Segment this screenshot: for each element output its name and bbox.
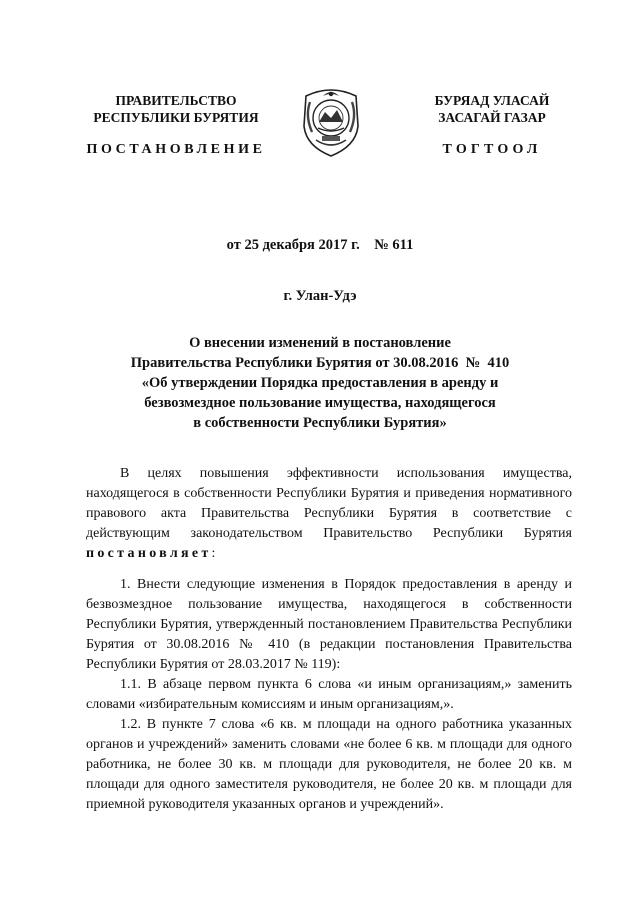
title-line: Правительства Республики Бурятия от 30.08.2016 № 410	[130, 355, 510, 371]
header-right-line2: ЗАСАГАЙ ГАЗАР	[438, 110, 546, 125]
header-left-line2: РЕСПУБЛИКИ БУРЯТИЯ	[93, 110, 259, 125]
item-1-1: 1.1. В абзаце первом пункта 6 слова «и иным организациям,» заменить словами «избирательным комиссиям и иным организациям,».	[86, 677, 572, 712]
city: г. Улан-Удэ	[283, 288, 357, 304]
title-line: О внесении изменений в постановление	[189, 335, 451, 351]
title-line: безвозмездное пользование имущества, находящегося	[144, 395, 496, 411]
doc-type-left: ПОСТАНОВЛЕНИЕ	[86, 142, 266, 157]
doc-type-right: ТОГТООЛ	[442, 142, 542, 157]
date-number: от 25 декабря 2017 г. № 611	[226, 237, 414, 253]
coat-of-arms-icon	[296, 82, 366, 158]
preamble-colon: :	[211, 546, 216, 561]
item-1-2: 1.2. В пункте 7 слова «6 кв. м площади на одного работника указанных органов и учреждений» заменить словами «не более 6 кв. м площади для одного работника, не более 30 кв. м площади для руководителя, не более 20 кв. м площади для одного заместителя руководителя, не более 20 кв. м площади для приемной руководителя указанных органов и учреждений».	[86, 717, 572, 812]
header-right-line1: БУРЯАД УЛАСАЙ	[434, 93, 550, 108]
header-left-org	[70, 92, 282, 126]
item-1: 1. Внести следующие изменения в Порядок предоставления в аренду и безвозмездное пользование имущества, находящегося в собственности Республики Бурятия, утвержденный постановлением Правительства Республики Бурятия от 30.08.2016 № 410 (в редакции постановления Правительства Республики Бурятия от 28.03.2017 № 119):	[86, 577, 572, 672]
decree-title	[100, 333, 540, 433]
preamble-text: В целях повышения эффективности использования имущества, находящегося в собственности Республики Бурятия и приведения нормативного правового акта Правительства Республики Бурятия в соответствие с действующим законодательством Правительство Республики Бурятия	[86, 466, 572, 541]
decree-items	[86, 575, 572, 815]
header-left-line1: ПРАВИТЕЛЬСТВО	[115, 93, 237, 108]
title-line: в собственности Республики Бурятия»	[193, 415, 447, 431]
header-right-org	[386, 92, 598, 126]
decree-word: постановляет	[86, 546, 212, 561]
title-line: «Об утверждении Порядка предоставления в аренду и	[141, 375, 499, 391]
preamble	[86, 464, 572, 564]
